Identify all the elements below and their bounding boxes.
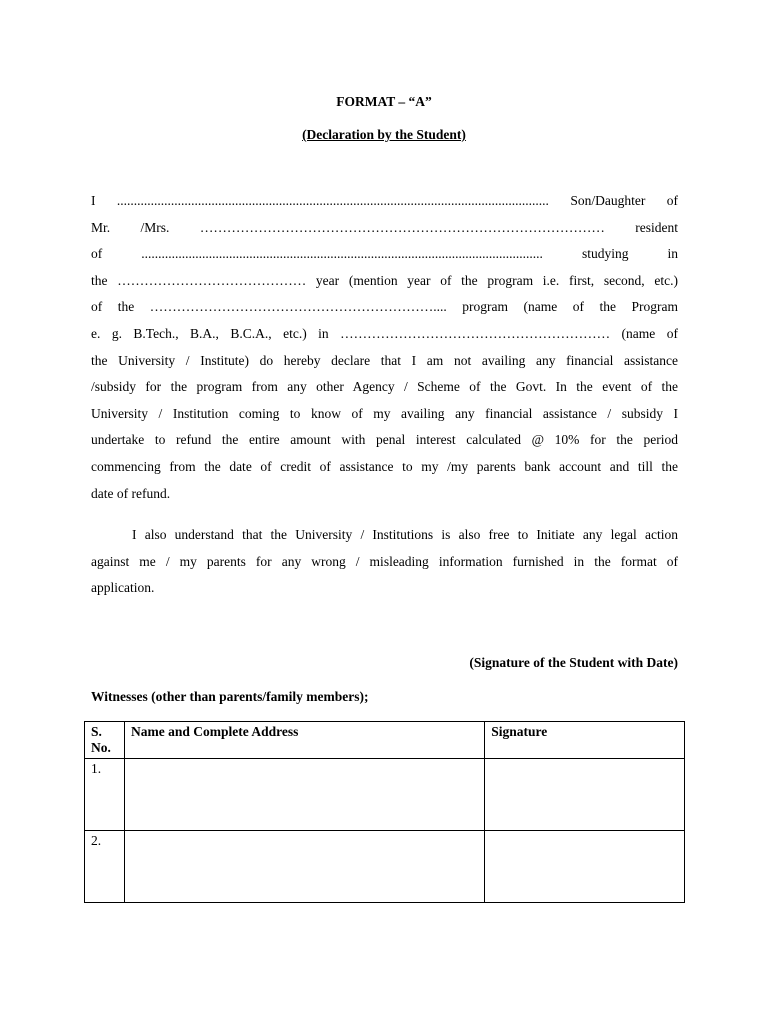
- table-row: [85, 758, 685, 831]
- witnesses-heading: Witnesses (other than parents/family members);: [91, 689, 369, 704]
- witness-signature-field[interactable]: [485, 831, 685, 903]
- witness-signature-field[interactable]: [485, 758, 685, 831]
- declaration-line: Mr. /Mrs. ……………………………………………………………………………… resident: [91, 219, 678, 235]
- declaration-line: I ................................................................................................................................ Son/Daughter of: [91, 193, 678, 208]
- declaration-line: of ....................................................................................................................... studying in: [91, 246, 678, 262]
- understanding-line: against me / my parents for any wrong / misleading information furnished in the format of: [91, 553, 678, 569]
- witness-name-address-field[interactable]: [124, 831, 484, 903]
- declaration-line: date of refund.: [91, 485, 171, 501]
- header-sno: S. No.: [85, 722, 125, 759]
- declaration-line: e. g. B.Tech., B.A., B.C.A., etc.) in …………………………………………………… (name of: [91, 325, 678, 341]
- form-subtitle: [0, 127, 768, 143]
- witness-table: [84, 721, 685, 903]
- table-row: [85, 831, 685, 903]
- declaration-line: University / Institution coming to know of my availing any financial assistance / subsidy I: [91, 405, 678, 421]
- witness-sno: 2.: [85, 831, 125, 903]
- declaration-line: /subsidy for the program from any other Agency / Scheme of the Govt. In the event of the: [91, 379, 678, 395]
- declaration-line: the …………………………………… year (mention year of the program i.e. first, second, etc.): [91, 272, 678, 288]
- witness-name-address-field[interactable]: [124, 758, 484, 831]
- declaration-line: undertake to refund the entire amount with penal interest calculated @ 10% for the period: [91, 432, 678, 448]
- understanding-line: I also understand that the University / Institutions is also free to Initiate any legal action: [132, 527, 678, 542]
- student-signature-label: (Signature of the Student with Date): [469, 655, 678, 670]
- header-signature: Signature: [485, 722, 685, 759]
- form-title: FORMAT – “A”: [336, 94, 432, 109]
- witness-sno: 1.: [85, 758, 125, 831]
- declaration-paragraph: [91, 188, 678, 507]
- declaration-line: of the ……………………………………………………….... program (name of the Program: [91, 299, 678, 315]
- declaration-line: commencing from the date of credit of assistance to my /my parents bank account and till the: [91, 458, 678, 474]
- header-name-address: Name and Complete Address: [124, 722, 484, 759]
- witness-table-header: [85, 722, 685, 759]
- understanding-paragraph: [91, 522, 678, 602]
- declaration-line: the University / Institute) do hereby declare that I am not availing any financial assistance: [91, 352, 678, 368]
- understanding-line: application.: [91, 580, 155, 596]
- form-subtitle-text: (Declaration by the Student): [302, 127, 466, 142]
